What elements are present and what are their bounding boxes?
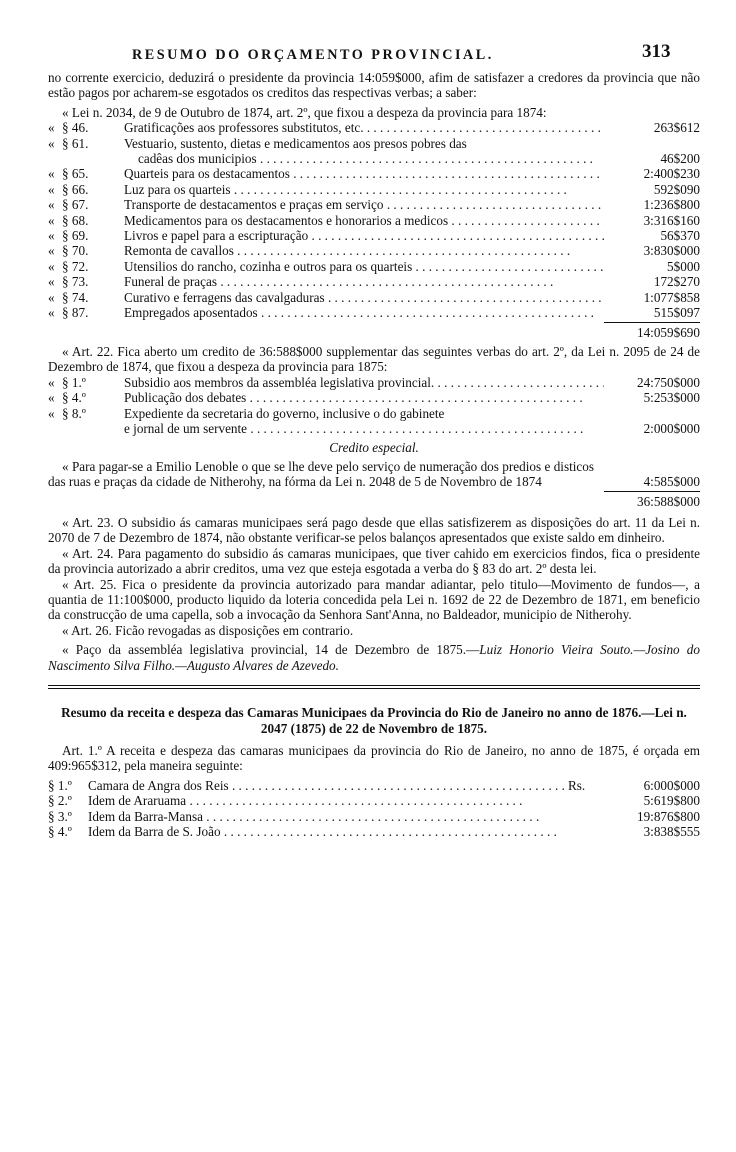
list-item: « § 87. Empregados aposentados . . . 515$097 xyxy=(48,305,700,320)
credito-especial-text: « Para pagar-se a Emilio Lenoble o que se lhe deve pelo serviço de numeração dos predios e disticos das ruas e praças da cidade de Nitherohy, na fórma da Lei n. 2048 de 5 de Novembro de 1874 xyxy=(48,458,594,490)
list-item: § 2.º Idem de Araruama . . . 5:619$800 xyxy=(48,793,700,808)
section-divider xyxy=(48,685,700,689)
credito-especial-item xyxy=(48,459,700,490)
running-header xyxy=(0,40,736,68)
lei-2034-paragraph: « Lei n. 2034, de 9 de Outubro de 1874, art. 2º, que fixou a despeza da provincia para 1874: xyxy=(62,104,547,120)
signature-names: Luiz Honorio Vieira Souto.—Josino do Nascimento Silva Filho.—Augusto Alvares de Azevedo. xyxy=(48,642,700,673)
list-item: e jornal de um servente . . . 2:000$000 xyxy=(48,421,700,436)
list-item: « § 73. Funeral de praças . . . 172$270 xyxy=(48,274,700,289)
art-25-paragraph: « Art. 25. Fica o presidente da provincia autorizado para mandar adiantar, pelo titulo—Movimento de fundos—, a quantia de 11:100$000, producto liquido da loteria concedida pela Lei n. 1692 de 22 de Dezembro de 1871, em beneficio da construcção de uma capella, sob a invocação da Senhora Sant'Anna, no Baldeador, municipio de Nitherohy. xyxy=(48,576,700,623)
art-26-paragraph: « Art. 26. Ficão revogadas as disposições em contrario. xyxy=(62,622,354,638)
list-item: « § 68. Medicamentos para os destacamentos e honorarios a medicos . . . 3:316$160 xyxy=(48,213,700,228)
art-1-paragraph: Art. 1.º A receita e despeza das camaras municipaes da provincia do Rio de Janeiro, no anno de 1875, é orçada em 409:965$312, pela maneira seguinte: xyxy=(48,743,700,774)
list-item: § 1.º Camara de Angra dos Reis . . . Rs. 6:000$000 xyxy=(48,778,700,793)
list-item: « § 65. Quarteis para os destacamentos . . . 2:400$230 xyxy=(48,166,700,181)
intro-paragraph: no corrente exercicio, deduzirá o presidente da provincia 14:059$000, afim de satisfazer a credores da provincia que não estão pagos por acharem-se esgotados os creditos das respectivas verbas; a saber: xyxy=(48,70,700,101)
signature-prefix: « Paço da assembléa legislativa provincial, 14 de Dezembro de 1875.— xyxy=(62,642,480,658)
list-item: « § 61. Vestuario, sustento, dietas e medicamentos aos presos pobres das xyxy=(48,135,467,151)
items-list-1874 xyxy=(48,120,700,320)
list-item: « § 66. Luz para os quarteis . . . 592$090 xyxy=(48,182,700,197)
list-item: § 4.º Idem da Barra de S. João . . . 3:838$555 xyxy=(48,824,700,839)
page-number: 313 xyxy=(642,41,671,62)
art-22-paragraph: « Art. 22. Fica aberto um credito de 36:588$000 supplementar das seguintes verbas do art. 2º, da Lei n. 2095 de 24 de Dezembro de 1874, que fixou a despeza da provincia para 1875: xyxy=(48,343,700,375)
list-item: « § 74. Curativo e ferragens das cavalgaduras . . . 1:077$858 xyxy=(48,290,700,305)
art-23-paragraph: « Art. 23. O subsidio ás camaras municipaes será pago desde que ellas satisfizerem as disposições do art. 11 da Lei n. 2070 de 7 de Dezembro de 1874, não obstante verificar-se pelos balanços apresentados que existe saldo em dinheiro. xyxy=(48,514,700,546)
list-item: « § 72. Utensilios do rancho, cozinha e outros para os quarteis . . . 5$000 xyxy=(48,259,700,274)
list-item: « § 1.º Subsidio aos membros da assembléa legislativa provincial. . . . 24:750$000 xyxy=(48,375,700,390)
list-item: « § 4.º Publicação dos debates . . . 5:253$000 xyxy=(48,390,700,405)
list-item: « § 46. Gratificações aos professores substitutos, etc. . . . 263$612 xyxy=(48,120,700,135)
credito-especial-title: Credito especial. xyxy=(329,440,419,456)
summary-title: Resumo da receita e despeza das Camaras Municipaes da Provincia do Rio de Janeiro no anno de 1876.—Lei n. 2047 (1875) de 22 de Novembro de 1875. xyxy=(61,705,687,737)
list-item: « § 69. Livros e papel para a escripturação . . . 56$370 xyxy=(48,228,700,243)
list-item: cadêas dos municipios . . . 46$200 xyxy=(48,151,700,166)
list-item: « § 8.º Expediente da secretaria do governo, inclusive o do gabinete xyxy=(48,405,445,421)
page-body xyxy=(48,70,700,839)
credito-especial-amount: 4:585$000 xyxy=(643,474,700,490)
signature-paragraph xyxy=(48,642,700,673)
total-1875: 36:588$000 xyxy=(48,490,700,509)
list-item: « § 67. Transporte de destacamentos e praças em serviço . . . 1:236$800 xyxy=(48,197,700,212)
total-1874: 14:059$690 xyxy=(48,321,700,340)
camaras-list xyxy=(48,778,700,840)
list-item: « § 70. Remonta de cavallos . . . 3:830$000 xyxy=(48,243,700,258)
art-24-paragraph: « Art. 24. Para pagamento do subsidio ás camaras municipaes, que tiver cahido em exercicios findos, fica o presidente da provincia autorizado a abrir creditos, uma vez que esteja esgotada a verba do § 83 do art. 2º desta lei. xyxy=(48,545,700,577)
items-list-1875 xyxy=(48,375,700,437)
list-item: § 3.º Idem da Barra-Mansa . . . 19:876$800 xyxy=(48,809,700,824)
header-title: RESUMO DO ORÇAMENTO PROVINCIAL. xyxy=(132,47,494,63)
